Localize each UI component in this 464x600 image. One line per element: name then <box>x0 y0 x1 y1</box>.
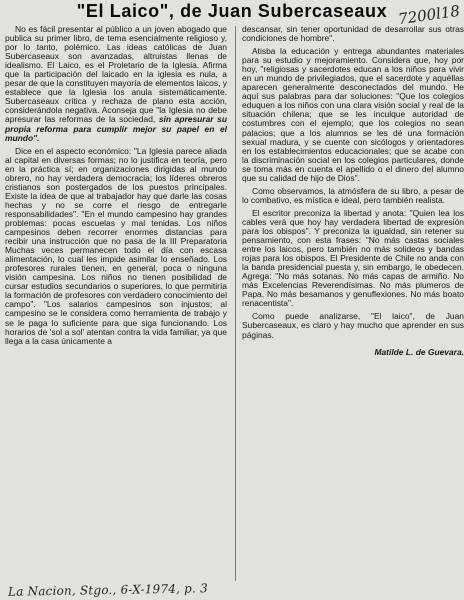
right-column <box>242 25 464 361</box>
left-paragraph-1 <box>5 25 227 143</box>
left-column <box>5 25 227 350</box>
left-paragraph-2: Dice en el aspecto económico: "La Iglesia parece aliada al capital en diversas formas; no lo justifica en teoría, pero en la práctica sí; en organizaciones dirigidas al mundo obrero, no hay verdadera democracia; los líderes obreros cristianos son postergados de los puestos principales. Existe la idea de que al trabajador hay que darle las cosas hechas y no se corre el riesgo de entregarle responsabilidades". "En el mundo campesino hay grandes problemas: pocas escuelas y mal tenidas. Los niños campesinos deben recorrer enormes distancias para recibir una instrucción que no pasa de la III Preparatoria Muchas veces permanecen todo el día con escasa alimentación, lo cual les impide asimilar lo enseñado. Los profesores rurales tienen, en general, poca o ninguna visión campesina. Los niños no tienen posibilidad de cursar estudios secundarios o superiores, lo que permitiría la formación de profesores con verdadero conocimiento del campo". "Los salarios campesinos son injustos; al campesino se le considera como herramienta de trabajo y se le paga lo suficiente para que siga funcionando. Los horarios de 'sol a sol' atentan contra la vida familiar, ya que llega a la casa únicamente a <box>5 145 227 346</box>
left-paragraph-1-bold: sin apresurar su propia reforma para cumplir mejor su papel en el mundo". <box>5 114 227 143</box>
left-paragraph-1-text: No es fácil presentar al público a un joven abogado que publica su primer libro, de tema esencialmente religioso y, por lo tanto, polémico. Las ideas católicas de Juan Subercaseaux son avanzadas, altruistas llenas de idealismo. El Laico, es el Proletario de la Iglesia. Afirma que la participación del laicado en la iglesia es nula, a pesar de que la constituyen mayoría de elementos laicos, y establece que la Iglesia los anula sistemáticamente. Subercaseaux critica y rechaza de plano esta acción, considerándola negativa. Aconseja que "la Iglesia no debe apresurar las reformas de la sociedad, <box>5 24 227 125</box>
right-paragraph-4: Como puede analizarse, "El laico", de Juan Subercaseaux, es claro y hay mucho que aprender en sus páginas. <box>242 311 464 340</box>
right-paragraph-2: Como observamos, la atmósfera de su libro, a pesar de lo combativo, es mística e ideal, pero también realista. <box>242 185 464 205</box>
handwritten-source-note: La Nacion, Stgo., 6-X-1974, p. 3 <box>7 581 208 599</box>
handwritten-top-note: 7200l18 <box>396 1 461 29</box>
column-divider <box>235 26 236 581</box>
right-paragraph-1: Atisba la educación y entrega abundantes materiales para su estudio y mejoramiento. Considera que, hoy por hoy, "religiosas y sacerdotes educan a los niños para vivir en un mundo de privilegiados, que el sacerdote y aquéllas aparecen generalmente desconectados del mundo. He aquí sus palabras para dar soluciones: "Que los colegios eduquen a los niños con una clara visión social y real de la situación chilena; que se les inculque autoridad de costumbres con el ejemplo; que los colegios no sean palacios; que a los alumnos se les dé una formación sexual madura, y se cuente con sicólogos y orientadores en los establecimientos educacionales; que se acabe con la discriminación social en los colegios particulares, donde se toma más en cuenta el apellido o el dinero del alumno que su calidad de hijo de Dios". <box>242 46 464 183</box>
article-title: "El Laico", de Juan Subercaseaux <box>76 1 388 21</box>
right-paragraph-3: El escritor preconiza la libertad y anota: "Quien lea los cables verá que hoy hay verdadera libertad de expresión para los obispos". Y preconiza la igualdad, sin retener su pensamiento, con esta frases: "No más castas sociales entre los laicos, pero también no más solideos y bandas rojas para los obispos. El Presidente de Chile no anda con la banda presidencial puesta y, sin embargo, le obedecen. Agrega: "No más sotanas. No más capas de armiño. No más Excelencias Reverendísimas. No más plumeros de Papa. No más besamanos y genuflexiones. No más boato renacentista". <box>242 207 464 309</box>
author-signature: Matilde L. de Guevara. <box>374 346 464 357</box>
right-paragraph-0: descansar, sin tener oportunidad de desarrollar sus otras condiciones de hombre". <box>242 24 464 44</box>
